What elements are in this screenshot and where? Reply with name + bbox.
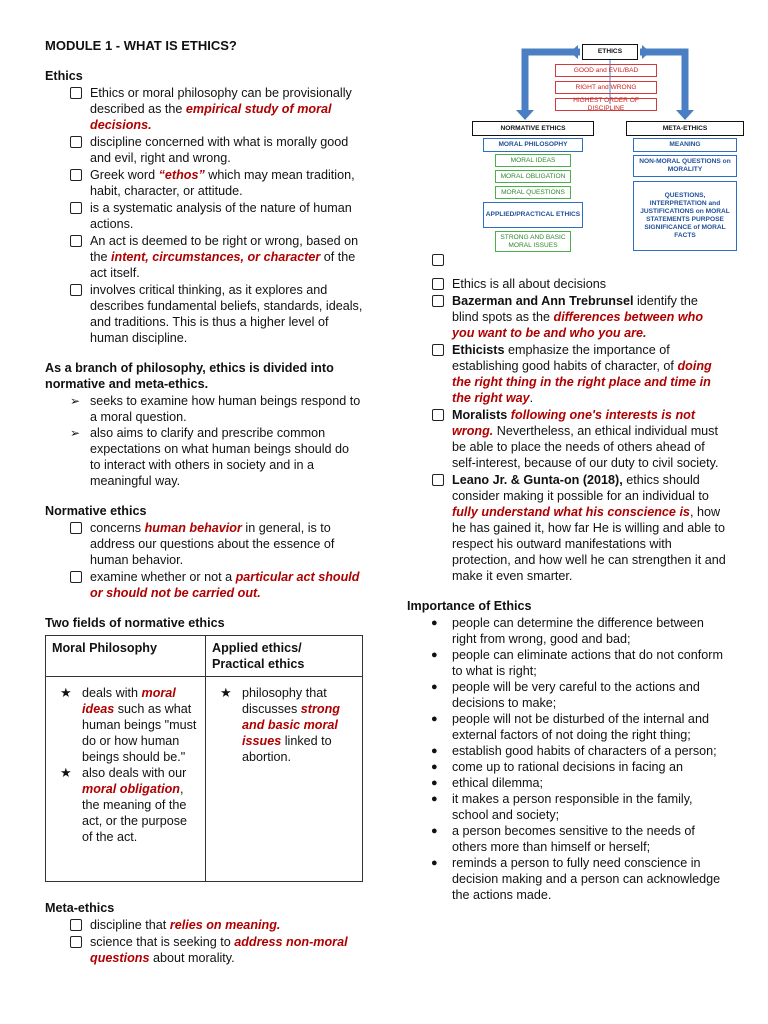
list-item: involves critical thinking, as it explores and describes fundamental beliefs, standards, ideals, and traditions. This is thus a higher level of human discipline. (70, 282, 363, 346)
ethics-section (45, 68, 363, 346)
diagram-ethics-box: ETHICS (582, 44, 638, 60)
highlight-text: doing the right thing in the right place and time in the right way (452, 359, 712, 405)
diagram-moral-issues-box: STRONG AND BASIC MORAL ISSUES (495, 231, 571, 252)
checkbox-icon (70, 136, 82, 148)
checkbox-icon (70, 235, 82, 247)
highlight-text: fully understand what his conscience is (452, 505, 690, 519)
diagram-moral-questions-box: MORAL QUESTIONS (495, 186, 571, 199)
star-bullet-icon: ★ (60, 765, 72, 780)
list-item: ➢ seeks to examine how human beings respond to a moral question. (70, 394, 361, 424)
checkbox-icon (70, 169, 82, 181)
diagram-good-evil-box: GOOD and EVIL/BAD (555, 64, 657, 77)
diagram-moral-obligation-box: MORAL OBLIGATION (495, 170, 571, 183)
bold-text: Bazerman and Ann Trebrunsel (452, 294, 634, 308)
list-item: ★ philosophy that discusses strong and basic moral issues linked to abortion. (220, 685, 340, 764)
list-item: concerns human behavior in general, is to address our questions about the essence of human behavior. (70, 520, 363, 568)
highlight-text: particular act should or should not be carried out. (90, 570, 360, 600)
highlight-text: following one's interests is not wrong. (452, 408, 696, 438)
normative-list (45, 520, 363, 601)
checkbox-icon (70, 87, 82, 99)
normative-heading: Normative ethics (45, 504, 147, 518)
ethics-list (45, 85, 363, 346)
normative-section (45, 503, 363, 601)
list-item: ● people will not be disturbed of the internal and external factors of not doing the right thing; (431, 712, 709, 742)
list-item: ★ also deals with our moral obligation, the meaning of the act, or the purpose of the act. (60, 765, 188, 844)
table-header-applied-ethics: Applied ethics/ Practical ethics (206, 636, 363, 677)
ethics-heading: Ethics (45, 69, 83, 83)
list-item: Ethics is all about decisions (432, 276, 727, 292)
dot-bullet-icon: ● (431, 713, 438, 725)
diagram-normative-head: NORMATIVE ETHICS (472, 121, 594, 136)
bold-text: Ethicists (452, 343, 505, 357)
checkbox-icon (432, 295, 444, 307)
list-item: ● people can determine the difference between right from wrong, good and bad; (431, 616, 704, 646)
checkbox-icon (70, 522, 82, 534)
diagram-meaning-box: MEANING (633, 138, 737, 152)
meta-section (45, 900, 363, 966)
list-item: examine whether or not a particular act should or should not be carried out. (70, 569, 363, 601)
meta-heading: Meta-ethics (45, 901, 115, 915)
list-item: ● come up to rational decisions in facing an (431, 760, 684, 774)
ethics-diagram (470, 42, 768, 254)
bold-text: Moralists (452, 408, 508, 422)
right-arrowhead-icon (676, 110, 694, 120)
two-fields-heading: Two fields of normative ethics (45, 616, 225, 630)
empty-checkbox (432, 254, 727, 270)
star-bullet-icon: ★ (220, 685, 232, 700)
meta-list (45, 917, 363, 966)
list-item: ➢ also aims to clarify and prescribe common expectations on what human beings should do to interact with others in society and in a meaningful way. (70, 426, 350, 488)
checkbox-icon (432, 409, 444, 421)
diagram-meta-head: META-ETHICS (626, 121, 744, 136)
list-item: An act is deemed to be right or wrong, based on the intent, circumstances, or character of the act itself. (70, 233, 363, 281)
highlight-text: differences between who you want to be and who you are. (452, 310, 704, 340)
diagram-moral-philosophy-box: MORAL PHILOSOPHY (483, 138, 583, 152)
dot-bullet-icon: ● (431, 681, 438, 693)
highlight-text: address non-moral questions (90, 935, 348, 965)
list-item: ● establish good habits of characters of a person; (431, 744, 717, 758)
checkbox-icon (70, 919, 82, 931)
star-bullet-icon: ★ (60, 685, 72, 700)
dot-bullet-icon: ● (431, 745, 438, 757)
highlight-text: human behavior (144, 521, 242, 535)
two-fields-table (45, 635, 363, 882)
left-column (45, 38, 363, 980)
checkbox-icon (432, 344, 444, 356)
table-cell-moral-philosophy (46, 677, 206, 882)
importance-list (407, 615, 727, 903)
dot-bullet-icon: ● (431, 617, 438, 629)
table-header-moral-philosophy: Moral Philosophy (46, 636, 206, 677)
checkbox-icon (432, 278, 444, 290)
dot-bullet-icon: ● (431, 649, 438, 661)
diagram-questions-box: QUESTIONS, INTERPRETATION and JUSTIFICATIONS on MORAL STATEMENTS PURPOSE SIGNIFICANCE of MORAL FACTS (633, 181, 737, 251)
branch-heading: As a branch of philosophy, ethics is divided into normative and meta-ethics. (45, 361, 334, 391)
bold-text: Leano Jr. & Gunta-on (2018), (452, 473, 623, 487)
dot-bullet-icon: ● (431, 793, 438, 805)
list-item: science that is seeking to address non-moral questions about morality. (70, 934, 363, 966)
highlight-text: “ethos” (158, 168, 205, 182)
branch-section (45, 360, 363, 489)
arrow-bullet-icon: ➢ (70, 426, 81, 440)
dot-bullet-icon: ● (431, 761, 438, 773)
dot-bullet-icon: ● (431, 777, 438, 789)
list-item: ● it makes a person responsible in the family, school and society; (431, 792, 693, 822)
table-cell-applied-ethics (206, 677, 363, 882)
dot-bullet-icon: ● (431, 857, 438, 869)
dot-bullet-icon: ● (431, 825, 438, 837)
branch-list (45, 393, 363, 489)
arrow-bullet-icon: ➢ (70, 394, 81, 408)
highlight-text: strong and basic moral issues (242, 702, 340, 748)
right-column (407, 42, 731, 917)
list-item: discipline that relies on meaning. (70, 917, 363, 933)
highlight-text: moral ideas (82, 686, 176, 716)
diagram-applied-ethics-box: APPLIED/PRACTICAL ETHICS (483, 202, 583, 228)
importance-heading: Importance of Ethics (407, 599, 532, 613)
list-item: ● a person becomes sensitive to the needs of others more than himself or herself; (431, 824, 695, 854)
highlight-text: relies on meaning. (169, 918, 281, 932)
left-arrowhead-icon (516, 110, 534, 120)
checkbox-icon (70, 936, 82, 948)
checkbox-icon (70, 284, 82, 296)
list-item: discipline concerned with what is morally good and evil, right and wrong. (70, 134, 363, 166)
decisions-list (407, 276, 727, 584)
diagram-right-wrong-box: RIGHT and WRONG (555, 81, 657, 94)
checkbox-icon (70, 571, 82, 583)
diagram-moral-ideas-box: MORAL IDEAS (495, 154, 571, 167)
diagram-non-moral-box: NON-MORAL QUESTIONS on MORALITY (633, 155, 737, 177)
list-item: is a systematic analysis of the nature of human actions. (70, 200, 363, 232)
list-item: ● people will be very careful to the actions and decisions to make; (431, 680, 700, 710)
list-item: Ethicists emphasize the importance of establishing good habits of character, of doing the right thing in the right place and time in the right way. (432, 342, 727, 406)
importance-section (407, 598, 727, 903)
list-item: ● reminds a person to fully need conscience in decision making and a person can acknowledge the actions made. (431, 856, 721, 902)
list-item: ★ deals with moral ideas such as what human beings "must do or how human beings should be." (60, 685, 197, 764)
two-fields-section (45, 615, 363, 882)
list-item: Greek word “ethos” which may mean tradition, habit, character, or attitude. (70, 167, 363, 199)
list-item: Bazerman and Ann Trebrunsel identify the blind spots as the differences between who you want to be and who you are. (432, 293, 727, 341)
diagram-discipline-box: HIGHEST ORDER OF DISCIPLINE (555, 98, 657, 111)
highlight-text: moral obligation (82, 782, 180, 796)
highlight-text: empirical study of moral decisions. (90, 102, 332, 132)
checkbox-icon (432, 474, 444, 486)
checkbox-icon (70, 202, 82, 214)
list-item: ● ethical dilemma; (431, 776, 543, 790)
highlight-text: intent, circumstances, or character (111, 250, 321, 264)
page-title: MODULE 1 - WHAT IS ETHICS? (45, 38, 237, 53)
list-item: Ethics or moral philosophy can be provisionally described as the empirical study of moral decisions. (70, 85, 363, 133)
list-item: ● people can eliminate actions that do not conform to what is right; (431, 648, 723, 678)
list-item: Moralists following one's interests is not wrong. Nevertheless, an ethical individual must be able to place the needs of others ahead of self-interest, because of our duty to civil society. (432, 407, 727, 471)
list-item: Leano Jr. & Gunta-on (2018), ethics should consider making it possible for an individual to fully understand what his conscience is, how he has gained it, how far He is willing and able to respect his outward manifestations with protection, and how well he can strengthen it and make it even smarter. (432, 472, 727, 584)
